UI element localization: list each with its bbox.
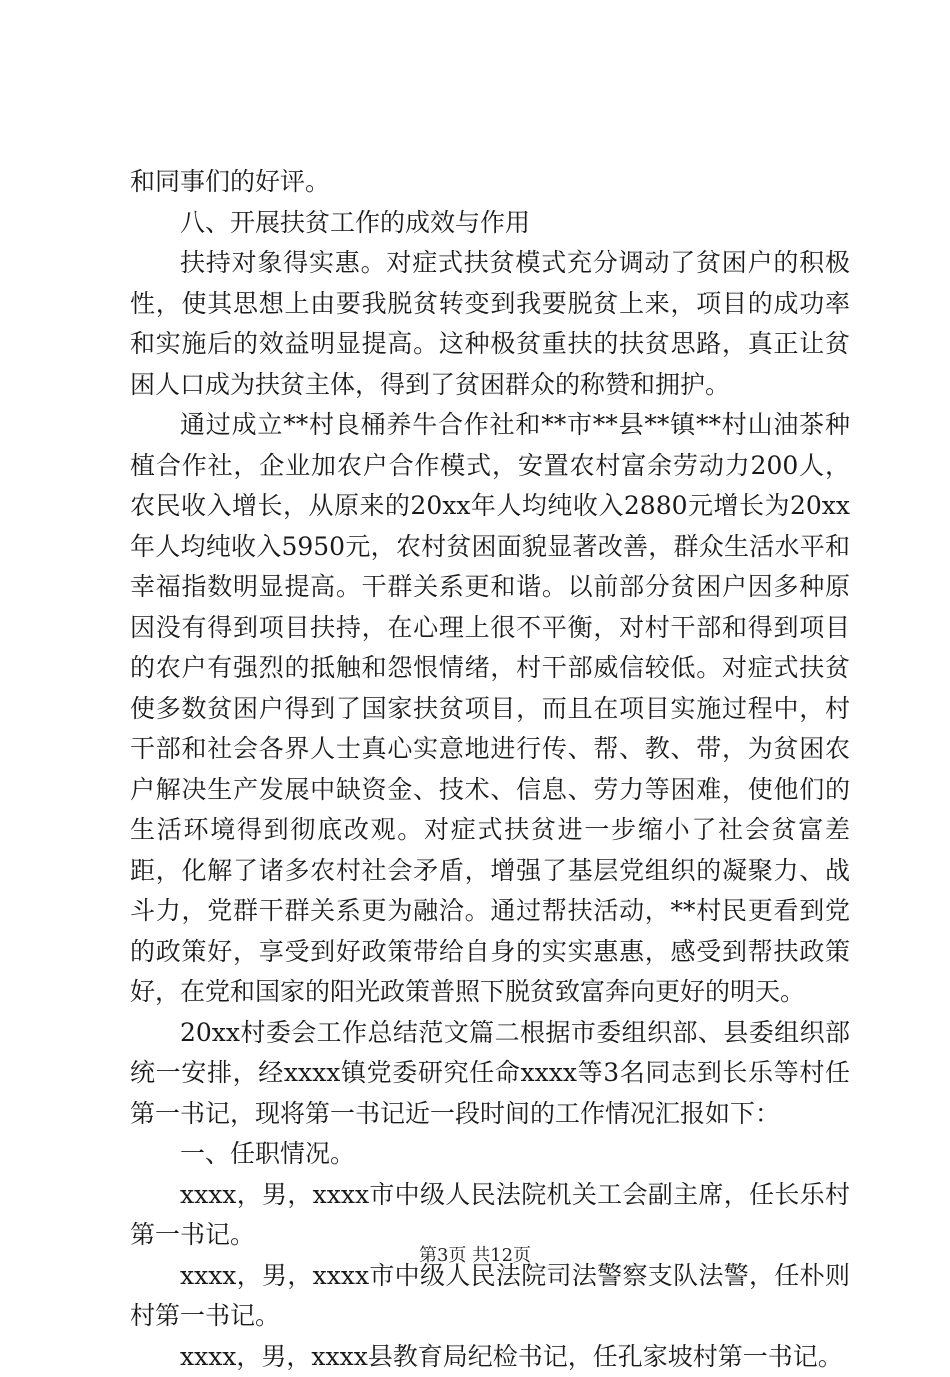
appointment-item-1: xxxx，男，xxxx市中级人民法院机关工会副主席，任长乐村第一书记。 <box>130 1175 850 1256</box>
paragraph-benefits: 扶持对象得实惠。对症式扶贫模式充分调动了贫困户的积极性，使其思想上由要我脱贫转变到我要脱贫上来，项目的成功率和实施后的效益明显提高。这种极贫重扶的扶贫思路，真正让贫困人口成为扶贫主体，得到了贫困群众的称赞和拥护。 <box>130 243 850 405</box>
paragraph-summary-part2: 20xx村委会工作总结范文篇二根据市委组织部、县委组织部统一安排，经xxxx镇党委研究任命xxxx等3名同志到长乐等村任第一书记，现将第一书记近一段时间的工作情况汇报如下： <box>130 1013 850 1135</box>
paragraph-cooperatives: 通过成立**村良桶养牛合作社和**市**县**镇**村山油茶种植合作社，企业加农户合作模式，安置农村富余劳动力200人，农民收入增长，从原来的20xx年人均纯收入2880元增长为20xx年人均纯收入5950元，农村贫困面貌显著改善，群众生活水平和幸福指数明显提高。干群关系更和谐。以前部分贫困户因多种原因没有得到项目扶持，在心理上很不平衡，对村干部和得到项目的农户有强烈的抵触和怨恨情绪，村干部威信较低。对症式扶贫使多数贫困户得到了国家扶贫项目，而且在项目实施过程中，村干部和社会各界人士真心实意地进行传、帮、教、带，为贫困农户解决生产发展中缺资金、技术、信息、劳力等困难，使他们的生活环境得到彻底改观。对症式扶贫进一步缩小了社会贫富差距，化解了诸多农村社会矛盾，增强了基层党组织的凝聚力、战斗力，党群干群关系更为融洽。通过帮扶活动，**村民更看到党的政策好，享受到好政策带给自身的实实惠惠，感受到帮扶政策好，在党和国家的阳光政策普照下脱贫致富奔向更好的明天。 <box>130 405 850 1013</box>
page-number: 第3页 共12页 <box>419 1245 531 1266</box>
document-body <box>130 162 850 1377</box>
appointment-item-2: xxxx，男，xxxx市中级人民法院司法警察支队法警，任朴则村第一书记。 <box>130 1256 850 1337</box>
appointment-item-3: xxxx，男，xxxx县教育局纪检书记，任孔家坡村第一书记。 <box>130 1337 850 1377</box>
section-heading-8: 八、开展扶贫工作的成效与作用 <box>130 203 850 244</box>
section-heading-1: 一、任职情况。 <box>130 1134 850 1175</box>
paragraph-continuation: 和同事们的好评。 <box>130 162 850 203</box>
page-footer <box>0 1241 950 1267</box>
